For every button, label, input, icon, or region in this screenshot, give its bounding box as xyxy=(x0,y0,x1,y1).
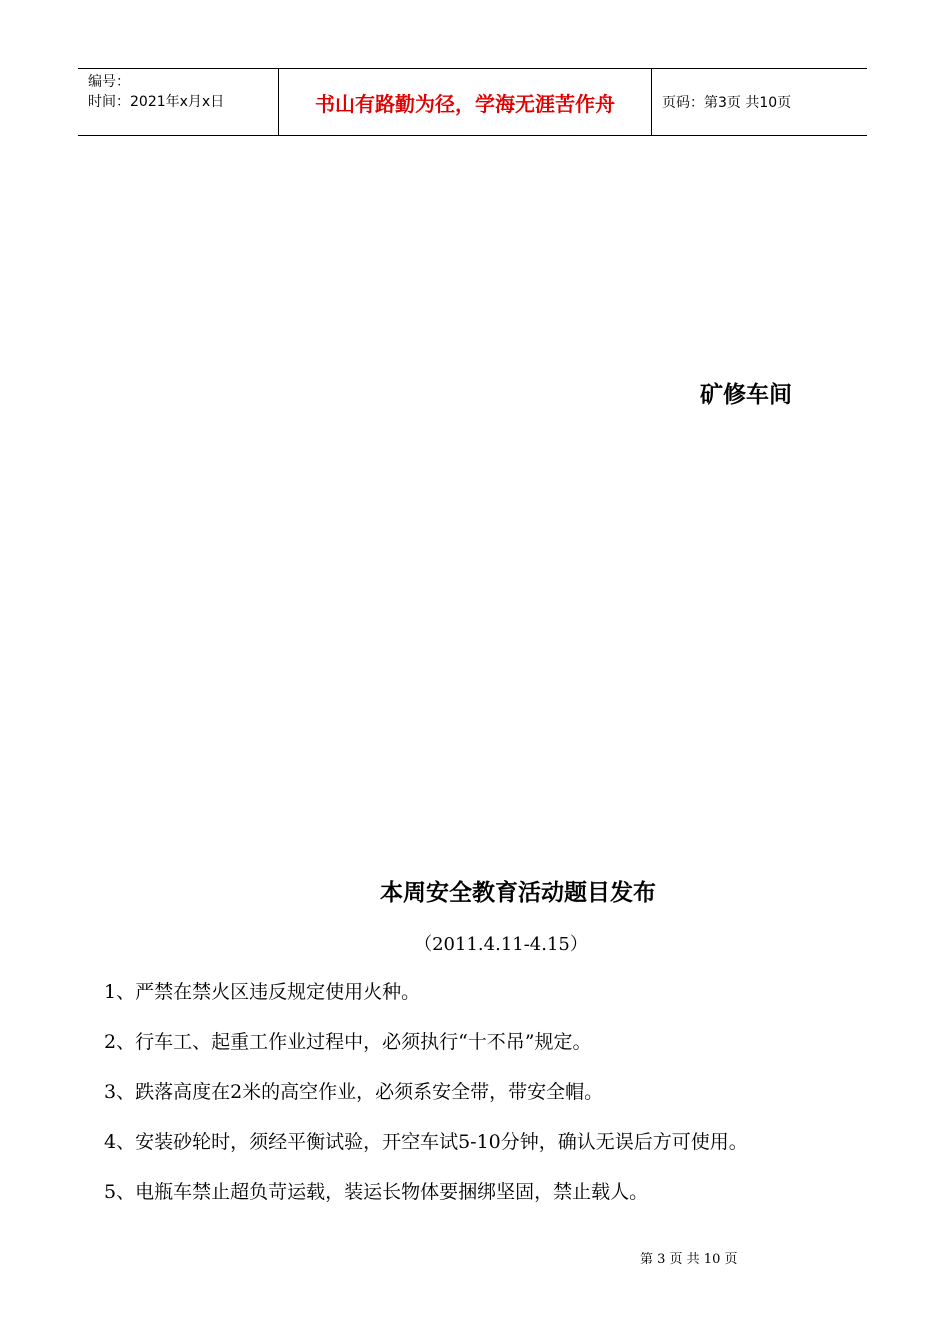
page-label: 页码：第3页 共10页 xyxy=(662,95,792,111)
page-header xyxy=(78,68,867,136)
number-label: 编号： xyxy=(88,74,130,90)
department-name: 矿修车间 xyxy=(700,382,792,408)
date-range: （2011.4.11-4.15） xyxy=(414,934,588,955)
list-item: 1、严禁在禁火区违反规定使用火种。 xyxy=(104,981,421,1003)
header-motto-cell xyxy=(279,69,652,135)
list-item: 3、跌落高度在2米的高空作业，必须系安全带，带安全帽。 xyxy=(104,1081,604,1103)
page-footer: 第 3 页 共 10 页 xyxy=(640,1252,738,1267)
header-page-cell xyxy=(652,69,867,135)
safety-item-list xyxy=(104,980,884,1230)
list-item: 2、行车工、起重工作业过程中，必须执行“十不吊”规定。 xyxy=(104,1031,592,1053)
date-label: 时间：2021年x月x日 xyxy=(88,94,225,110)
header-left-cell xyxy=(78,69,279,135)
document-title: 本周安全教育活动题目发布 xyxy=(380,880,656,906)
list-item: 5、电瓶车禁止超负苛运载，装运长物体要捆绑坚固，禁止载人。 xyxy=(104,1181,649,1203)
motto: 书山有路勤为径，学海无涯苦作舟 xyxy=(315,91,615,116)
list-item: 4、安装砂轮时，须经平衡试验，开空车试5-10分钟，确认无误后方可使用。 xyxy=(104,1131,748,1153)
